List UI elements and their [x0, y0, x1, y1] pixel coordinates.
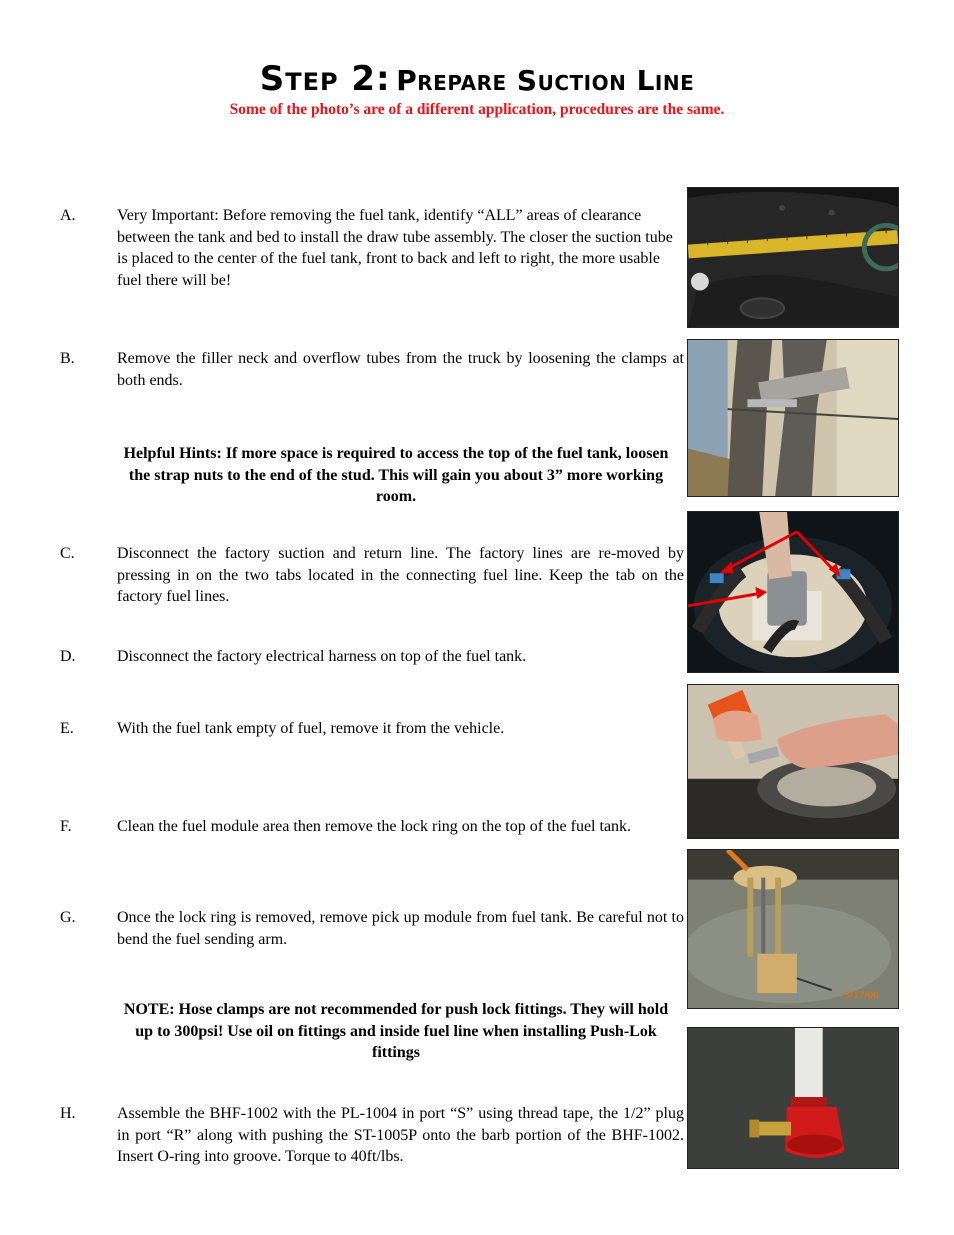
step-text: Disconnect the factory electrical harness on top of the fuel tank.	[117, 648, 527, 665]
step-letter: H.	[60, 1105, 76, 1122]
photo-pickup-module	[687, 849, 899, 1009]
page-title	[0, 59, 954, 99]
step-b	[60, 348, 684, 391]
step-text: Once the lock ring is removed, remove pick up module from fuel tank. Be careful not to bend the fuel sending arm.	[117, 909, 684, 948]
step-h	[60, 1103, 684, 1168]
photo-date-stamp: 3/17/06	[844, 991, 879, 1002]
step-e	[60, 718, 684, 740]
step-text: Assemble the BHF-1002 with the PL-1004 in port “S” using thread tape, the 1/2” plug in port “R” along with pushing the ST-1005P onto the barb portion of the BHF-1002. Insert O-ring into groove. Torque to 40ft/lbs.	[117, 1105, 684, 1165]
photo-fuel-lines	[687, 511, 899, 673]
step-letter: D.	[60, 648, 76, 665]
step-f	[60, 816, 684, 838]
step-g	[60, 907, 684, 950]
step-letter: C.	[60, 545, 75, 562]
step-letter: E.	[60, 720, 74, 737]
step-d	[60, 646, 684, 668]
page-subtitle: Some of the photo’s are of a different application, procedures are the same.	[229, 101, 725, 118]
step-letter: B.	[60, 350, 75, 367]
helpful-hint: Helpful Hints: If more space is required to access the top of the fuel tank, loosen the strap nuts to the end of the stud. This will gain you about 3” more working room.	[123, 445, 669, 505]
photo-bhf-fitting	[687, 1027, 899, 1169]
step-text: Very Important: Before removing the fuel tank, identify “ALL” areas of clearance between the tank and bed to install the draw tube assembly. The closer the suction tube is placed to the center of the fuel tank, front to back and left to right, the more usable fuel there will be!	[117, 207, 673, 289]
title-rest: Prepare Suction Line	[396, 64, 695, 97]
step-letter: F.	[60, 818, 72, 835]
step-text: With the fuel tank empty of fuel, remove it from the vehicle.	[117, 720, 505, 737]
step-letter: A.	[60, 207, 76, 224]
photo-filler-neck	[687, 339, 899, 497]
step-text: Clean the fuel module area then remove the lock ring on the top of the fuel tank.	[117, 818, 632, 835]
step-a	[60, 205, 684, 291]
title-step: Step 2:	[259, 59, 391, 99]
step-text: Remove the filler neck and overflow tubes from the truck by loosening the clamps at both ends.	[117, 350, 684, 389]
step-c	[60, 543, 684, 608]
step-text: Disconnect the factory suction and return line. The factory lines are re-moved by pressing in on the two tabs located in the connecting fuel line. Keep the tab on the factory fuel lines.	[117, 545, 684, 605]
step-letter: G.	[60, 909, 76, 926]
photo-tank-measure	[687, 187, 899, 328]
photo-lock-ring	[687, 684, 899, 839]
note-hint: NOTE: Hose clamps are not recommended for push lock fittings. They will hold up to 300psi! Use oil on fittings and inside fuel line when installing Push-Lok fittings	[123, 1001, 669, 1061]
